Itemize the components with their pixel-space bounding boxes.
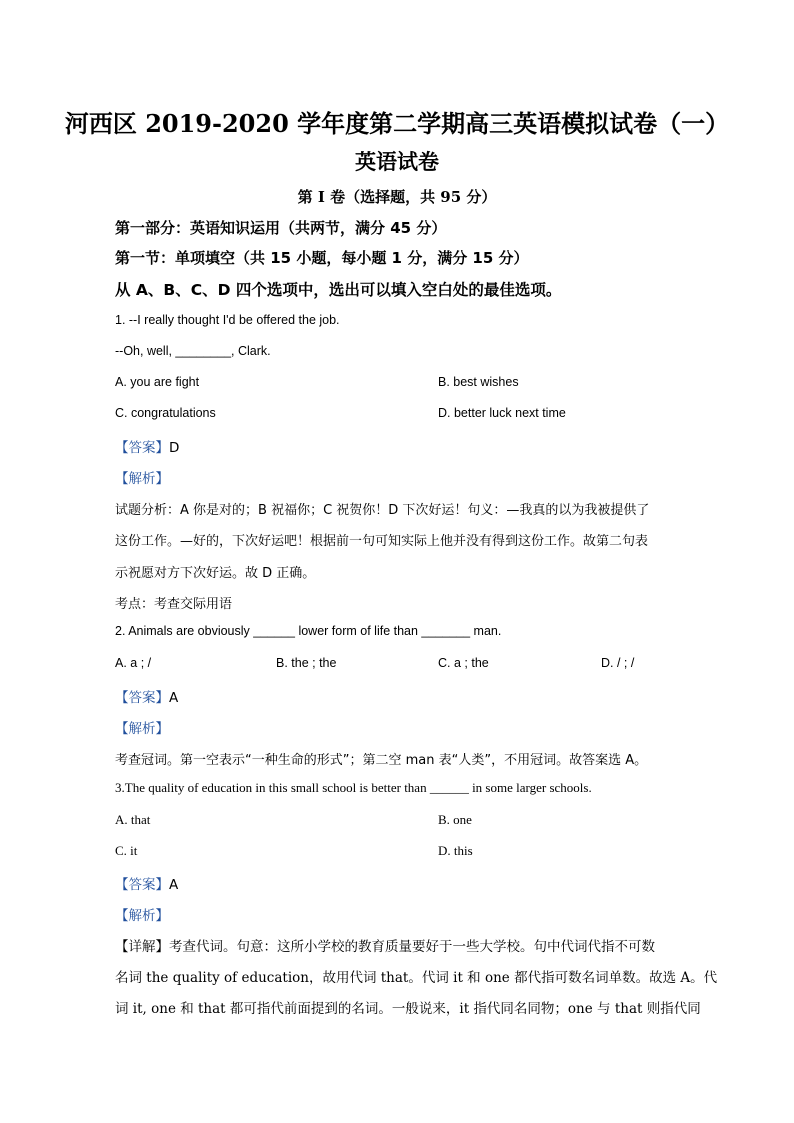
q1-answer bbox=[115, 436, 179, 456]
q3-detail-line: 词 it, one 和 that 都可指代前面提到的名词。一般说来，it 指代同名同物；one 与 that 则指代同 bbox=[115, 1001, 701, 1017]
answer-label: 【答案】 bbox=[115, 440, 169, 456]
answer-label: 【答案】 bbox=[115, 690, 169, 706]
q1-option-b: B. best wishes bbox=[438, 375, 519, 389]
instruction: 从 A、B、C、D 四个选项中，选出可以填入空白处的最佳选项。 bbox=[115, 281, 562, 299]
q2-option-b: B. the ; the bbox=[276, 656, 337, 670]
q1-kaodian: 考点：考查交际用语 bbox=[115, 597, 233, 612]
q3-option-d: D. this bbox=[438, 843, 473, 858]
q3-option-c: C. it bbox=[115, 843, 138, 858]
q3-option-b: B. one bbox=[438, 812, 472, 827]
answer-value: D bbox=[169, 440, 180, 456]
q2-answer bbox=[115, 686, 178, 706]
q2-option-c: C. a ; the bbox=[438, 656, 489, 670]
q2-option-a: A. a ; / bbox=[115, 656, 152, 670]
part-heading: 第一部分：英语知识运用（共两节，满分 45 分） bbox=[115, 219, 447, 237]
q1-option-c: C. congratulations bbox=[115, 406, 216, 420]
q3-option-a: A. that bbox=[115, 812, 151, 827]
answer-value: A bbox=[169, 877, 179, 893]
q1-line1: 1. --I really thought I'd be offered the job. bbox=[115, 313, 340, 327]
q1-option-d: D. better luck next time bbox=[438, 406, 566, 420]
q3-detail-line: 名词 the quality of education，故用代词 that。代词 it 和 one 都代指可数名词单数。故选 A。代 bbox=[115, 970, 718, 986]
q3-answer bbox=[115, 873, 178, 893]
q2-stem: 2. Animals are obviously ______ lower form of life than _______ man. bbox=[115, 624, 502, 638]
q3-stem: 3.The quality of education in this small school is better than ______ in some larger schools. bbox=[115, 780, 592, 795]
answer-label: 【答案】 bbox=[115, 877, 169, 893]
answer-value: A bbox=[169, 690, 179, 706]
q1-analysis-line: 试题分析：A 你是对的；B 祝福你；C 祝贺你！D 下次好运！句义：—我真的以为我被提供了 bbox=[115, 503, 650, 518]
q2-analysis-label: 【解析】 bbox=[115, 721, 169, 737]
sub-heading: 第一节：单项填空（共 15 小题，每小题 1 分，满分 15 分） bbox=[115, 249, 529, 267]
q2-option-d: D. / ; / bbox=[601, 656, 635, 670]
q3-analysis-label: 【解析】 bbox=[115, 908, 169, 924]
q1-analysis-line: 示祝愿对方下次好运。故 D 正确。 bbox=[115, 566, 316, 581]
section-title: 第 I 卷（选择题，共 95 分） bbox=[297, 188, 497, 206]
exam-subtitle: 英语试卷 bbox=[355, 149, 439, 174]
q3-detail-line: 【详解】考查代词。句意：这所小学校的教育质量要好于一些大学校。句中代词代指不可数 bbox=[115, 939, 655, 955]
q1-option-a: A. you are fight bbox=[115, 375, 200, 389]
exam-title: 河西区 2019-2020 学年度第二学期高三英语模拟试卷（一） bbox=[64, 109, 730, 138]
q1-analysis-line: 这份工作。—好的，下次好运吧！根据前一句可知实际上他并没有得到这份工作。故第二句表 bbox=[115, 534, 649, 549]
q1-line2: --Oh, well, ________, Clark. bbox=[115, 344, 271, 358]
q1-analysis-label: 【解析】 bbox=[115, 471, 169, 487]
q2-analysis: 考查冠词。第一空表示“一种生命的形式”；第二空 man 表“人类”，不用冠词。故答案选 A。 bbox=[115, 753, 648, 768]
